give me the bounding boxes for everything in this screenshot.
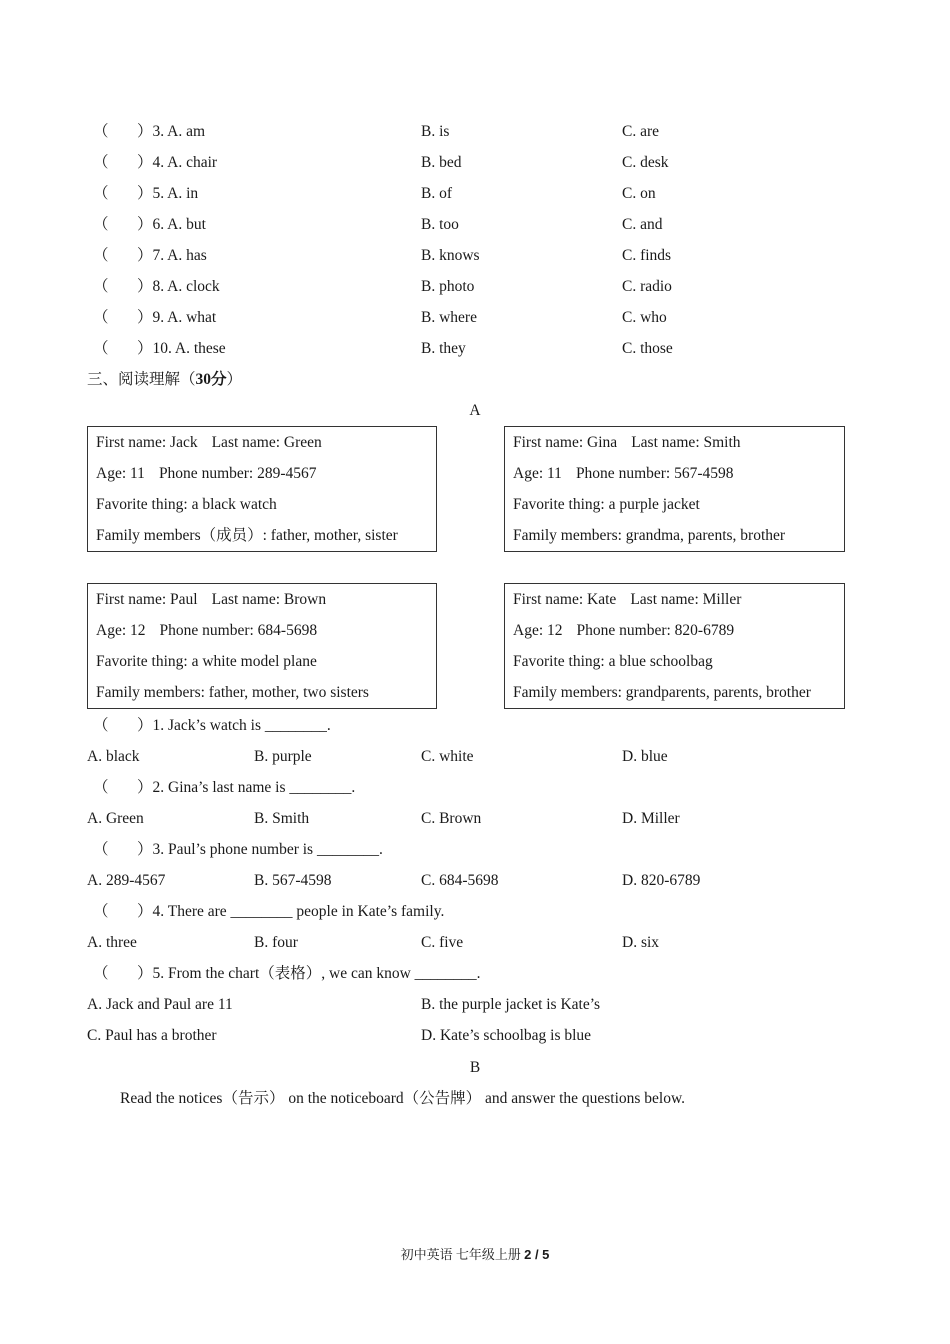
option-c: C. who bbox=[622, 309, 667, 326]
cloze-question: ）8. A. clock bbox=[137, 278, 220, 295]
option-a: A. Jack and Paul are 11 bbox=[87, 996, 233, 1013]
cloze-row bbox=[0, 178, 950, 209]
cloze-question: ）4. A. chair bbox=[137, 154, 218, 171]
section-title: 三、阅读理解（ bbox=[87, 371, 196, 388]
section-points: 30分 bbox=[195, 371, 227, 388]
section-heading bbox=[0, 364, 950, 395]
option-b: B. the purple jacket is Kate’s bbox=[421, 996, 601, 1013]
answer-bracket: （ bbox=[93, 309, 109, 326]
option-b: B. too bbox=[421, 216, 459, 233]
question-row bbox=[0, 710, 950, 741]
profile-card-jack bbox=[87, 426, 437, 552]
first-name: First name: Kate bbox=[513, 591, 617, 608]
answer-bracket: （ bbox=[93, 278, 109, 295]
profile-card-paul bbox=[87, 583, 437, 709]
answer-bracket: （ bbox=[93, 123, 109, 140]
option-b: B. four bbox=[254, 934, 298, 951]
answer-bracket: （ bbox=[93, 216, 109, 233]
option-c: C. white bbox=[421, 748, 474, 765]
last-name: Last name: Green bbox=[211, 434, 322, 451]
answer-bracket: （ bbox=[93, 779, 109, 796]
last-name: Last name: Smith bbox=[631, 434, 741, 451]
question-row bbox=[0, 834, 950, 865]
option-d: D. blue bbox=[622, 748, 668, 765]
option-b: B. knows bbox=[421, 247, 480, 264]
phone-number: Phone number: 820-6789 bbox=[576, 622, 735, 639]
cloze-row bbox=[0, 116, 950, 147]
option-b: B. bed bbox=[421, 154, 462, 171]
option-c: C. Paul has a brother bbox=[87, 1027, 217, 1044]
options-row bbox=[0, 1020, 950, 1051]
part-a-label: A bbox=[469, 402, 481, 419]
option-c: C. desk bbox=[622, 154, 669, 171]
answer-bracket: （ bbox=[93, 185, 109, 202]
first-name: First name: Gina bbox=[513, 434, 618, 451]
question-text: ）3. Paul’s phone number is ________. bbox=[137, 841, 383, 858]
age: Age: 11 bbox=[513, 465, 562, 482]
age: Age: 12 bbox=[96, 622, 146, 639]
phone-number: Phone number: 567-4598 bbox=[575, 465, 734, 482]
cloze-question: ）7. A. has bbox=[137, 247, 207, 264]
page-number: 2 / 5 bbox=[524, 1247, 550, 1262]
age: Age: 11 bbox=[96, 465, 145, 482]
option-b: B. they bbox=[421, 340, 466, 357]
question-text: ）1. Jack’s watch is ________. bbox=[137, 717, 331, 734]
options-row bbox=[0, 927, 950, 958]
page-footer bbox=[0, 1244, 950, 1263]
option-d: D. Kate’s schoolbag is blue bbox=[421, 1027, 592, 1044]
favorite-thing: Favorite thing: a white model plane bbox=[96, 653, 317, 670]
last-name: Last name: Miller bbox=[630, 591, 742, 608]
option-c: C. 684-5698 bbox=[421, 872, 499, 889]
option-a: A. three bbox=[87, 934, 137, 951]
option-c: C. Brown bbox=[421, 810, 482, 827]
phone-number: Phone number: 684-5698 bbox=[159, 622, 318, 639]
favorite-thing: Favorite thing: a black watch bbox=[96, 496, 277, 513]
option-a: A. black bbox=[87, 748, 140, 765]
answer-bracket: （ bbox=[93, 903, 109, 920]
option-d: D. six bbox=[622, 934, 660, 951]
option-b: B. where bbox=[421, 309, 477, 326]
last-name: Last name: Brown bbox=[211, 591, 327, 608]
profile-card-gina bbox=[504, 426, 845, 552]
cloze-row bbox=[0, 333, 950, 364]
option-c: C. five bbox=[421, 934, 464, 951]
option-b: B. is bbox=[421, 123, 450, 140]
family-members: Family members（成员）: father, mother, sister bbox=[96, 527, 398, 544]
option-a: A. 289-4567 bbox=[87, 872, 166, 889]
family-members: Family members: grandma, parents, brother bbox=[513, 527, 786, 544]
option-c: C. and bbox=[622, 216, 663, 233]
profile-card-kate bbox=[504, 583, 845, 709]
question-text: ）4. There are ________ people in Kate’s family. bbox=[137, 903, 445, 920]
cloze-question: ）9. A. what bbox=[137, 309, 217, 326]
cloze-question: ）10. A. these bbox=[137, 340, 226, 357]
footer-text: 初中英语 七年级上册 bbox=[400, 1247, 525, 1262]
question-row bbox=[0, 772, 950, 803]
answer-bracket: （ bbox=[93, 154, 109, 171]
options-row bbox=[0, 989, 950, 1020]
option-c: C. radio bbox=[622, 278, 672, 295]
option-a: A. Green bbox=[87, 810, 144, 827]
option-c: C. those bbox=[622, 340, 673, 357]
option-b: B. Smith bbox=[254, 810, 310, 827]
instruction-row bbox=[0, 1083, 950, 1114]
family-members: Family members: grandparents, parents, brother bbox=[513, 684, 811, 701]
part-b-label: B bbox=[469, 1059, 481, 1076]
option-d: D. 820-6789 bbox=[622, 872, 701, 889]
answer-bracket: （ bbox=[93, 717, 109, 734]
options-row bbox=[0, 741, 950, 772]
option-c: C. are bbox=[622, 123, 660, 140]
favorite-thing: Favorite thing: a purple jacket bbox=[513, 496, 700, 513]
options-row bbox=[0, 865, 950, 896]
age: Age: 12 bbox=[513, 622, 563, 639]
option-b: B. of bbox=[421, 185, 452, 202]
cloze-question: ）5. A. in bbox=[137, 185, 199, 202]
option-c: C. on bbox=[622, 185, 656, 202]
cloze-row bbox=[0, 302, 950, 333]
option-b: B. photo bbox=[421, 278, 475, 295]
instruction-text: Read the notices（告示） on the noticeboard（公告牌） and answer the questions below. bbox=[120, 1090, 686, 1107]
option-c: C. finds bbox=[622, 247, 672, 264]
favorite-thing: Favorite thing: a blue schoolbag bbox=[513, 653, 713, 670]
answer-bracket: （ bbox=[93, 340, 109, 357]
cloze-row bbox=[0, 240, 950, 271]
cloze-question: ）6. A. but bbox=[137, 216, 206, 233]
question-text: ）2. Gina’s last name is ________. bbox=[137, 779, 356, 796]
answer-bracket: （ bbox=[93, 247, 109, 264]
option-b: B. purple bbox=[254, 748, 312, 765]
cloze-row bbox=[0, 271, 950, 302]
first-name: First name: Paul bbox=[96, 591, 198, 608]
question-row bbox=[0, 958, 950, 989]
cloze-row bbox=[0, 147, 950, 178]
phone-number: Phone number: 289-4567 bbox=[158, 465, 317, 482]
question-row bbox=[0, 896, 950, 927]
answer-bracket: （ bbox=[93, 965, 109, 982]
first-name: First name: Jack bbox=[96, 434, 198, 451]
answer-bracket: （ bbox=[93, 841, 109, 858]
family-members: Family members: father, mother, two sisters bbox=[96, 684, 369, 701]
option-d: D. Miller bbox=[622, 810, 680, 827]
cloze-row bbox=[0, 209, 950, 240]
section-title-end: ） bbox=[226, 371, 243, 388]
cloze-question: ）3. A. am bbox=[137, 123, 206, 140]
option-b: B. 567-4598 bbox=[254, 872, 332, 889]
question-text: ）5. From the chart（表格）, we can know ________. bbox=[137, 965, 481, 982]
options-row bbox=[0, 803, 950, 834]
